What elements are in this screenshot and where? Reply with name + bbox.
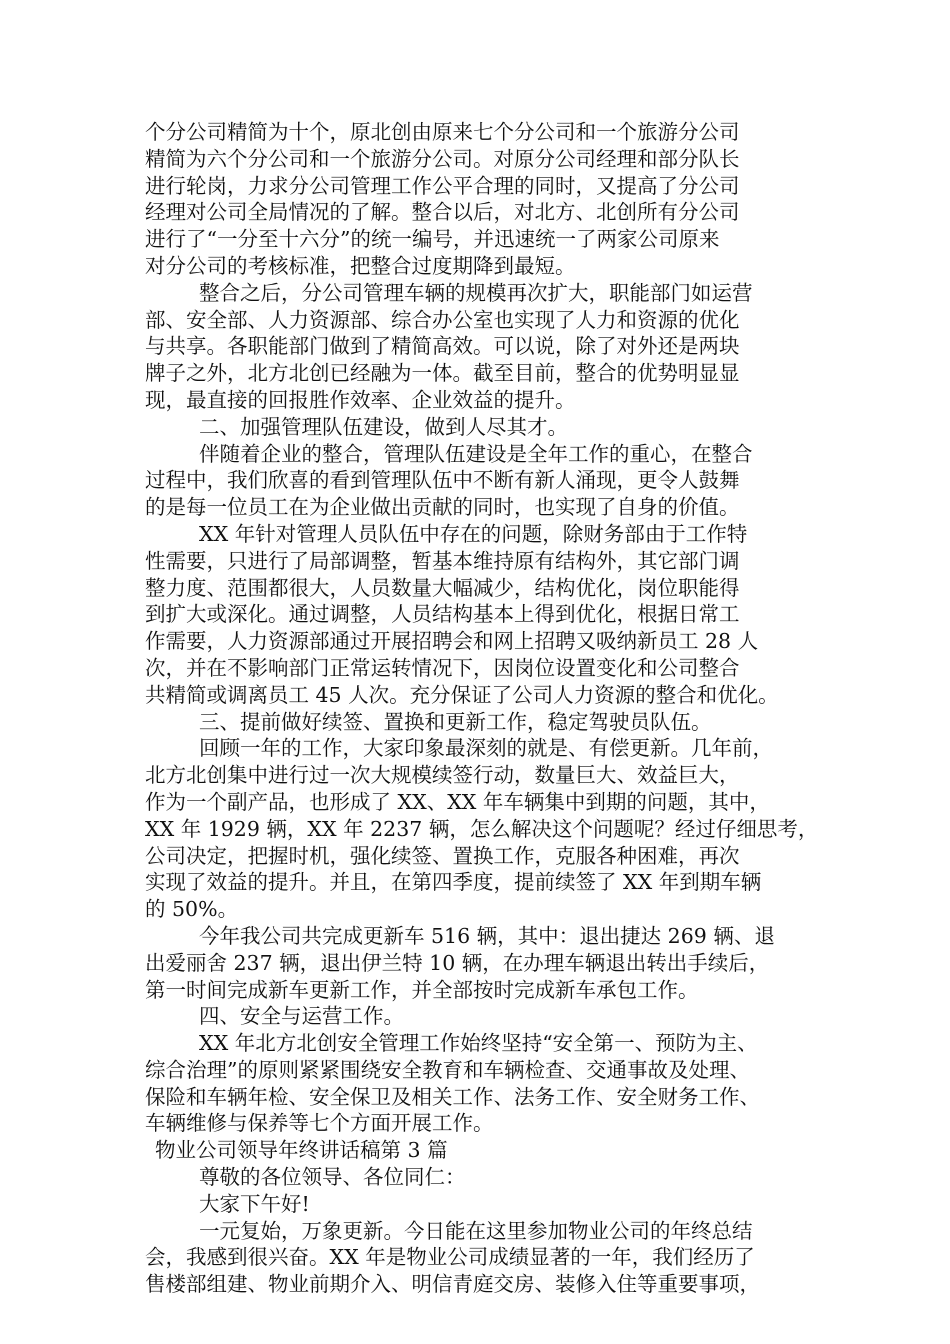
text-line: 综合治理”的原则紧紧围绕安全教育和车辆检查、交通事故及处理、 — [145, 1057, 750, 1082]
text-line: 牌子之外，北方北创已经融为一体。截至目前，整合的优势明显显 — [145, 361, 740, 386]
text-line: 作需要，人力资源部通过开展招聘会和网上招聘又吸纳新员工 28 人 — [145, 629, 759, 654]
text-line: 今年我公司共完成更新车 516 辆，其中：退出捷达 269 辆、退 — [199, 923, 775, 948]
text-line: 整合之后，分公司管理车辆的规模再次扩大，职能部门如运营 — [199, 280, 753, 305]
text-line: 实现了效益的提升。并且，在第四季度，提前续签了 XX 年到期车辆 — [145, 870, 762, 895]
text-line: 对分公司的考核标准，把整合过度期降到最短。 — [145, 253, 576, 278]
text-line: 进行了“一分至十六分”的统一编号，并迅速统一了两家公司原来 — [145, 227, 720, 252]
text-line: XX 年北方北创安全管理工作始终坚持“安全第一、预防为主、 — [199, 1031, 758, 1056]
text-line: 伴随着企业的整合，管理队伍建设是全年工作的重心，在整合 — [199, 441, 753, 466]
text-line: 第一时间完成新车更新工作，并全部按时完成新车承包工作。 — [145, 977, 699, 1002]
text-line: 一元复始，万象更新。今日能在这里参加物业公司的年终总结 — [199, 1218, 753, 1243]
text-line: 过程中，我们欣喜的看到管理队伍中不断有新人涌现，更令人鼓舞 — [145, 468, 740, 493]
text-line: 共精简或调离员工 45 人次。充分保证了公司人力资源的整合和优化。 — [145, 682, 779, 707]
text-line: 保险和车辆年检、安全保卫及相关工作、法务工作、安全财务工作、 — [145, 1084, 760, 1109]
text-line: 整力度、范围都很大，人员数量大幅减少，结构优化，岗位职能得 — [145, 575, 740, 600]
document-body — [145, 119, 835, 1298]
text-line: 的是每一位员工在为企业做出贡献的同时，也实现了自身的价值。 — [145, 495, 740, 520]
text-line: 经理对公司全局情况的了解。整合以后，对北方、北创所有分公司 — [145, 200, 740, 225]
text-line: 大家下午好! — [199, 1191, 310, 1216]
text-line: 出爱丽舍 237 辆，退出伊兰特 10 辆，在办理车辆退出转出手续后， — [145, 950, 770, 975]
text-line: 进行轮岗，力求分公司管理工作公平合理的同时，又提高了分公司 — [145, 173, 740, 198]
text-line: 精简为六个分公司和一个旅游分公司。对原分公司经理和部分队长 — [145, 146, 740, 171]
text-line: 公司决定，把握时机，强化续签、置换工作，克服各种困难，再次 — [145, 843, 740, 868]
text-line: 三、提前做好续签、置换和更新工作，稳定驾驶员队伍。 — [199, 709, 712, 734]
text-line: 车辆维修与保养等七个方面开展工作。 — [145, 1111, 494, 1136]
text-line: 售楼部组建、物业前期介入、明信青庭交房、装修入住等重要事项， — [145, 1272, 760, 1297]
text-line: 二、加强管理队伍建设，做到人尽其才。 — [199, 414, 568, 439]
text-line: 与共享。各职能部门做到了精简高效。可以说，除了对外还是两块 — [145, 334, 740, 359]
text-line: 四、安全与运营工作。 — [199, 1004, 404, 1029]
text-line: 作为一个副产品，也形成了 XX、XX 年车辆集中到期的问题，其中， — [145, 789, 770, 814]
text-line: 次，并在不影响部门正常运转情况下，因岗位设置变化和公司整合 — [145, 655, 740, 680]
text-line: 现，最直接的回报胜作效率、企业效益的提升。 — [145, 387, 576, 412]
text-line: 性需要，只进行了局部调整，暂基本维持原有结构外，其它部门调 — [145, 548, 740, 573]
text-line: 尊敬的各位领导、各位同仁： — [199, 1165, 466, 1190]
text-line: XX 年针对管理人员队伍中存在的问题，除财务部由于工作特 — [199, 521, 748, 546]
section-title: 物业公司领导年终讲话稿第 3 篇 — [155, 1138, 448, 1163]
text-line: 的 50%。 — [145, 897, 239, 922]
text-line: XX 年 1929 辆，XX 年 2237 辆，怎么解决这个问题呢？经过仔细思考， — [145, 816, 819, 841]
text-line: 北方北创集中进行过一次大规模续签行动，数量巨大、效益巨大， — [145, 763, 740, 788]
text-line: 回顾一年的工作，大家印象最深刻的就是、有偿更新。几年前， — [199, 736, 773, 761]
text-line: 个分公司精简为十个，原北创由原来七个分公司和一个旅游分公司 — [145, 120, 740, 144]
text-line: 到扩大或深化。通过调整，人员结构基本上得到优化，根据日常工 — [145, 602, 740, 627]
text-line: 会，我感到很兴奋。XX 年是物业公司成绩显著的一年，我们经历了 — [145, 1245, 755, 1270]
text-line: 部、安全部、人力资源部、综合办公室也实现了人力和资源的优化 — [145, 307, 740, 332]
